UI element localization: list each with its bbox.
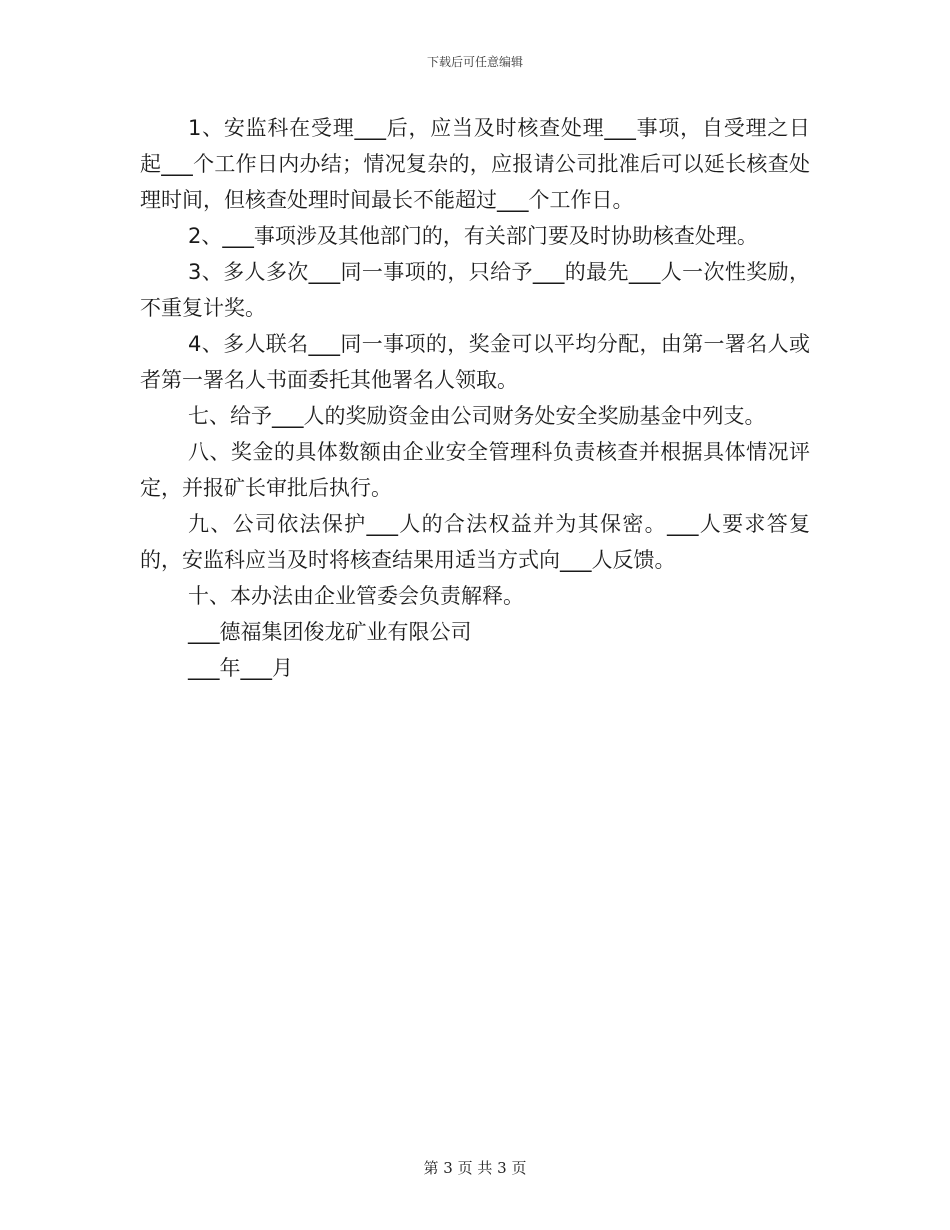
paragraph-article-9: 九、公司依法保护___人的合法权益并为其保密。___人要求答复的，安监科应当及时将核查结果用适当方式向___人反馈。 (140, 512, 810, 572)
paragraph-item-4: 4、多人联名___同一事项的，奖金可以平均分配，由第一署名人或者第一署名人书面委托其他署名人领取。 (140, 332, 810, 392)
paragraph-article-8: 八、奖金的具体数额由企业安全管理科负责核查并根据具体情况评定，并报矿长审批后执行。 (140, 440, 810, 500)
document-body (140, 110, 810, 686)
page-header-note: 下载后可任意编辑 (426, 55, 523, 69)
paragraph-item-3: 3、多人多次___同一事项的，只给予___的最先___人一次性奖励，不重复计奖。 (140, 260, 810, 320)
company-signature: ___德福集团俊龙矿业有限公司 (188, 620, 472, 644)
page-number: 第 3 页 共 3 页 (423, 1159, 527, 1177)
paragraph-item-1: 1、安监科在受理___后，应当及时核查处理___事项，自受理之日起___个工作日内办结；情况复杂的，应报请公司批准后可以延长核查处理时间，但核查处理时间最长不能超过___个工作日。 (140, 116, 810, 212)
paragraph-article-7: 七、给予___人的奖励资金由公司财务处安全奖励基金中列支。 (188, 404, 766, 428)
paragraph-item-2: 2、___事项涉及其他部门的，有关部门要及时协助核查处理。 (188, 224, 758, 248)
date-line: ___年___月 (188, 656, 293, 680)
paragraph-article-10: 十、本办法由企业管委会负责解释。 (188, 584, 524, 608)
